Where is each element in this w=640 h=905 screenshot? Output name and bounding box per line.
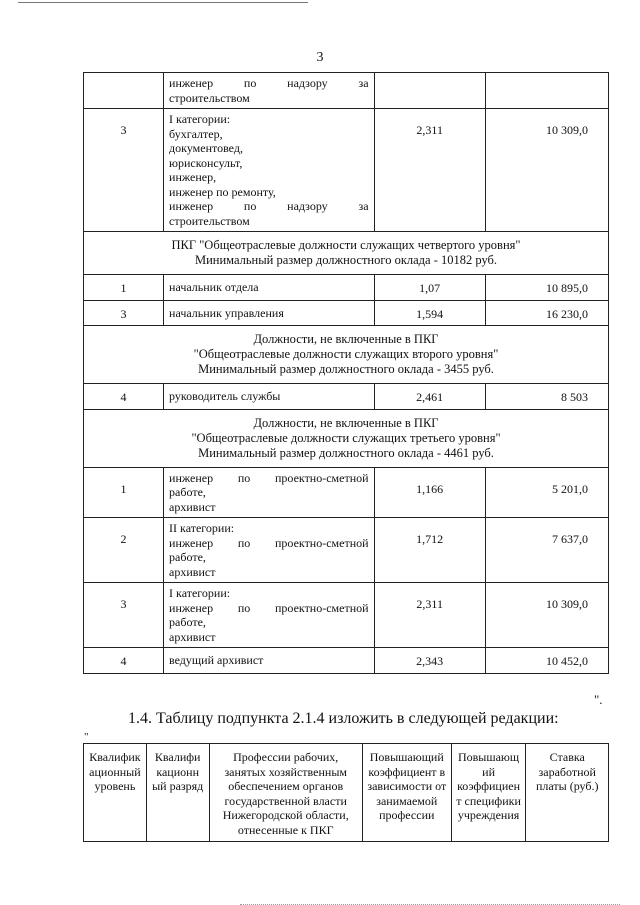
- group-header-line: Минимальный размер должностного оклада - 3455 руб.: [198, 362, 494, 376]
- level-number: 1: [84, 275, 164, 301]
- group-header-line: "Общеотраслевые должности служащих второго уровня": [193, 347, 499, 361]
- group-header: [84, 409, 609, 467]
- position-line: бухгалтер,: [169, 126, 223, 141]
- position-line: [169, 601, 369, 630]
- salary: 8 503: [485, 384, 608, 410]
- table-row: [84, 109, 609, 232]
- level-number: 3: [84, 300, 164, 326]
- group-header-line: Должности, не включенные в ПКГ: [253, 332, 439, 346]
- level-number: 2: [84, 518, 164, 583]
- header-wage-rate: Ставка заработной платы (руб.): [526, 744, 609, 842]
- coefficient: 1,07: [374, 275, 485, 301]
- group-header-line: ПКГ "Общеотраслевые должности служащих четвертого уровня": [171, 238, 521, 252]
- word: надзору: [287, 199, 328, 213]
- table-row: [84, 275, 609, 301]
- word: проектно-сметной: [275, 535, 369, 550]
- level-number: 3: [84, 583, 164, 648]
- section-paragraph: 1.4. Таблицу подпункта 2.1.4 изложить в следующей редакции:: [128, 710, 559, 727]
- justified-line: [169, 471, 369, 486]
- position-names: [164, 648, 375, 674]
- word: по: [243, 76, 257, 90]
- word: за: [358, 199, 369, 213]
- table-row: [84, 73, 609, 109]
- position-names: [164, 300, 375, 326]
- group-header-line: Минимальный размер должностного оклада - 4461 руб.: [198, 445, 494, 460]
- position-line: [169, 536, 369, 565]
- word: надзору: [287, 76, 328, 90]
- group-header-line: Должности, не включенные в ПКГ: [253, 415, 439, 430]
- header-profession-coef: Повышающий коэффициент в зависимости от занимаемой профессии: [362, 744, 451, 842]
- word: инженер: [169, 76, 214, 90]
- opening-quote: ": [84, 731, 89, 743]
- position-line: юрисконсульт,: [169, 155, 243, 170]
- level-number: 3: [84, 109, 164, 232]
- table-row: [84, 232, 609, 275]
- word: по: [237, 470, 251, 485]
- coefficient: 1,594: [374, 300, 485, 326]
- word: инженер: [169, 600, 214, 615]
- level-number: 1: [84, 467, 164, 518]
- word: инженер: [169, 470, 214, 485]
- salary: [485, 73, 608, 109]
- position-names: [164, 109, 375, 232]
- position-line: инженер,: [169, 170, 217, 184]
- position-line: ведущий архивист: [169, 653, 264, 667]
- level-number: 4: [84, 648, 164, 674]
- salary: 7 637,0: [485, 518, 608, 583]
- salary: 16 230,0: [485, 300, 608, 326]
- word: инженер: [169, 535, 214, 550]
- salary: 10 309,0: [485, 583, 608, 648]
- word: проектно-сметной: [275, 470, 369, 485]
- coefficient: [374, 73, 485, 109]
- table-row: [84, 326, 609, 384]
- position-line: I категории:: [169, 112, 231, 126]
- wrapped-line: работе,: [169, 550, 206, 564]
- position-line: руководитель службы: [169, 389, 281, 403]
- justified-line: [169, 536, 369, 551]
- table-row: [84, 409, 609, 467]
- group-header: [84, 232, 609, 275]
- word: по: [237, 600, 251, 615]
- position-line: I категории:: [169, 586, 231, 600]
- salary-table: [83, 72, 609, 674]
- position-names: [164, 583, 375, 648]
- header-qual-grade: Квалифи кационн ый разряд: [146, 744, 209, 842]
- justified-line: [169, 199, 369, 214]
- position-line: [169, 76, 369, 105]
- level-number: 4: [84, 384, 164, 410]
- position-line: архивист: [169, 629, 216, 644]
- table-row: [84, 518, 609, 583]
- coefficient: 2,343: [374, 648, 485, 674]
- table-row: [84, 648, 609, 674]
- position-names: [164, 518, 375, 583]
- position-line: инженер по ремонту,: [169, 184, 276, 199]
- position-line: [169, 199, 369, 228]
- level-number: [84, 73, 164, 109]
- table-row: [84, 467, 609, 518]
- wrapped-line: строительством: [169, 213, 250, 228]
- coefficient: 2,311: [374, 583, 485, 648]
- word: за: [358, 76, 369, 90]
- closing-quote: ".: [594, 692, 603, 707]
- page-number: 3: [316, 50, 324, 65]
- wrapped-line: работе,: [169, 485, 206, 499]
- wrapped-line: строительством: [169, 90, 250, 105]
- table-row: [84, 583, 609, 648]
- position-line: начальник отдела: [169, 280, 259, 294]
- position-line: документовед,: [169, 141, 243, 155]
- coefficient: 2,461: [374, 384, 485, 410]
- position-line: архивист: [169, 499, 216, 514]
- position-names: [164, 275, 375, 301]
- salary: 5 201,0: [485, 467, 608, 518]
- group-header-line: Минимальный размер должностного оклада - 10182 руб.: [194, 253, 498, 267]
- salary: 10 895,0: [485, 275, 608, 301]
- coefficient: 1,712: [374, 518, 485, 583]
- group-header: [84, 326, 609, 384]
- wrapped-line: работе,: [169, 615, 206, 629]
- position-names: [164, 467, 375, 518]
- group-header-line: "Общеотраслевые должности служащих третьего уровня": [191, 430, 501, 445]
- salary: 10 452,0: [485, 648, 608, 674]
- header-qual-level: Квалифик ационный уровень: [84, 744, 147, 842]
- word: по: [243, 199, 257, 213]
- top-rule: [18, 2, 308, 3]
- justified-line: [169, 76, 369, 91]
- table-header-row: [84, 744, 609, 842]
- salary: 10 309,0: [485, 109, 608, 232]
- position-line: [169, 471, 369, 500]
- position-names: [164, 73, 375, 109]
- word: проектно-сметной: [275, 600, 369, 615]
- position-line: начальник управления: [169, 305, 284, 320]
- position-line: II категории:: [169, 521, 235, 535]
- workers-table: [83, 743, 609, 842]
- position-line: архивист: [169, 564, 216, 579]
- table-row: [84, 300, 609, 326]
- word: по: [237, 535, 251, 550]
- coefficient: 1,166: [374, 467, 485, 518]
- header-institution-coef: Повышающ ий коэффициен т специфики учреждения: [451, 744, 526, 842]
- coefficient: 2,311: [374, 109, 485, 232]
- header-professions: Профессии рабочих, занятых хозяйственным обеспечением органов государственной власти Нижегородской области, отнесенные к ПКГ: [209, 744, 362, 842]
- table-row: [84, 384, 609, 410]
- word: инженер: [169, 199, 214, 213]
- justified-line: [169, 601, 369, 616]
- position-names: [164, 384, 375, 410]
